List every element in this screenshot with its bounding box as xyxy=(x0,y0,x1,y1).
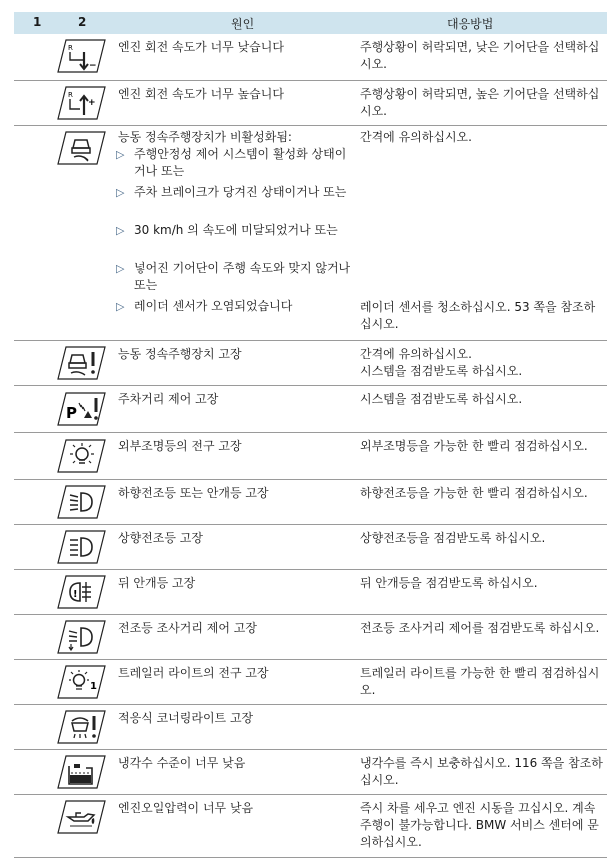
list-item xyxy=(116,298,356,332)
table-row xyxy=(14,795,607,858)
remedy-text-2: 시스템을 점검받도록 하십시오. xyxy=(360,364,523,378)
table-row xyxy=(14,34,607,81)
cause-text: 엔진 회전 속도가 너무 낮습니다 xyxy=(118,40,284,54)
remedy-text: 전조등 조사거리 제어를 점검받도록 하십시오. xyxy=(360,621,600,635)
cause-text: 엔진 회전 속도가 너무 높습니다 xyxy=(118,87,284,101)
park-distance-control-fault-icon xyxy=(48,391,106,427)
remedy-text: 주행상황이 허락되면, 높은 기어단을 선택하십시오. xyxy=(360,87,600,118)
table-row xyxy=(14,705,607,750)
remedy-text: 외부조명등을 가능한 한 빨리 점검하십시오. xyxy=(360,439,588,453)
table-row xyxy=(14,615,607,660)
cruise-control-fault-icon xyxy=(48,345,106,381)
bullet-text: 주행안정성 제어 시스템이 활성화 상태이거나 또는 xyxy=(134,147,347,178)
table-row xyxy=(14,386,607,433)
list-item xyxy=(116,184,356,218)
rear-fog-lamp-icon xyxy=(48,574,106,610)
triangle-bullet-icon: ▷ xyxy=(116,224,125,237)
bullet-text: 주차 브레이크가 당겨진 상태이거나 또는 xyxy=(134,185,347,199)
table-row xyxy=(14,126,607,341)
table-row xyxy=(14,81,607,126)
header-col1: 1 xyxy=(33,15,42,29)
remedy-text: 시스템을 점검받도록 하십시오. xyxy=(360,392,523,406)
exterior-bulb-icon xyxy=(48,438,106,474)
svg-text:−: − xyxy=(89,61,97,71)
cause-text: 외부조명등의 전구 고장 xyxy=(118,439,242,453)
header-col2: 2 xyxy=(78,15,87,29)
remedy-text: 트레일러 라이트를 가능한 한 빨리 점검하십시오. xyxy=(360,666,600,697)
trailer-bulb-icon xyxy=(48,664,106,700)
active-cruise-control-icon xyxy=(48,130,106,166)
table-row xyxy=(14,341,607,386)
table-row xyxy=(14,570,607,615)
triangle-bullet-icon: ▷ xyxy=(116,186,125,199)
remedy-text: 레이더 센서를 청소하십시오. 53 쪽을 참조하십시오. xyxy=(360,300,596,331)
remedy-text: 상향전조등을 점검받도록 하십시오. xyxy=(360,531,546,545)
cause-text: 엔진오일압력이 너무 낮음 xyxy=(118,801,254,815)
svg-text:R: R xyxy=(68,44,73,52)
table-row xyxy=(14,433,607,480)
engine-oil-pressure-icon xyxy=(48,799,106,835)
remedy-text: 간격에 유의하십시오. xyxy=(360,347,472,361)
triangle-bullet-icon: ▷ xyxy=(116,262,125,275)
triangle-bullet-icon: ▷ xyxy=(116,300,125,313)
cause-text: 주차거리 제어 고장 xyxy=(118,392,219,406)
svg-text:1: 1 xyxy=(90,681,97,692)
shift-up-gear-icon xyxy=(48,85,106,121)
low-beam-fog-lamp-icon xyxy=(48,484,106,520)
remedy-text: 즉시 차를 세우고 엔진 시동을 끄십시오. 계속 주행이 불가능합니다. BMW 서비스 센터에 문의하십시오. xyxy=(360,801,599,849)
table-row xyxy=(14,660,607,705)
bullet-text: 30 km/h 의 속도에 미달되었거나 또는 xyxy=(134,223,338,237)
warning-table xyxy=(14,34,607,858)
cause-text: 하향전조등 또는 안개등 고장 xyxy=(118,486,269,500)
list-item xyxy=(116,222,356,256)
headlamp-range-control-icon xyxy=(48,619,106,655)
svg-text:!: ! xyxy=(73,589,78,600)
svg-text:+: + xyxy=(88,98,96,108)
remedy-text: 주행상황이 허락되면, 낮은 기어단을 선택하십시오. xyxy=(360,40,600,71)
shift-down-gear-icon xyxy=(48,38,106,74)
cause-text: 뒤 안개등 고장 xyxy=(118,576,196,590)
bullet-text: 넣어진 기어단이 주행 속도와 맞지 않거나 또는 xyxy=(134,261,351,292)
cause-text: 능동 정속주행장치가 비활성화됨: xyxy=(118,130,292,144)
table-header xyxy=(14,12,607,34)
header-cause: 원인 xyxy=(231,17,255,31)
coolant-level-icon xyxy=(48,754,106,790)
table-row xyxy=(14,525,607,570)
remedy-text: 하향전조등을 가능한 한 빨리 점검하십시오. xyxy=(360,486,588,500)
cause-text: 능동 정속주행장치 고장 xyxy=(118,347,242,361)
cause-text: 상향전조등 고장 xyxy=(118,531,203,545)
table-row xyxy=(14,750,607,795)
triangle-bullet-icon: ▷ xyxy=(116,148,125,161)
list-item xyxy=(116,146,356,180)
remedy-text: 간격에 유의하십시오. xyxy=(360,130,472,144)
svg-text:P: P xyxy=(66,404,77,422)
adaptive-cornering-light-icon xyxy=(48,709,106,745)
cause-text: 냉각수 수준이 너무 낮음 xyxy=(118,756,246,770)
header-remedy: 대응방법 xyxy=(447,17,494,31)
cause-text: 트레일러 라이트의 전구 고장 xyxy=(118,666,269,680)
list-item xyxy=(116,260,356,294)
svg-text:R: R xyxy=(68,91,73,99)
cause-text: 전조등 조사거리 제어 고장 xyxy=(118,621,257,635)
bullet-text: 레이더 센서가 오염되었습니다 xyxy=(134,299,293,313)
remedy-text: 냉각수를 즉시 보충하십시오. 116 쪽을 참조하십시오. xyxy=(360,756,603,787)
remedy-text: 뒤 안개등을 점검받도록 하십시오. xyxy=(360,576,538,590)
cause-text: 적응식 코너링라이트 고장 xyxy=(118,711,254,725)
table-row xyxy=(14,480,607,525)
high-beam-icon xyxy=(48,529,106,565)
